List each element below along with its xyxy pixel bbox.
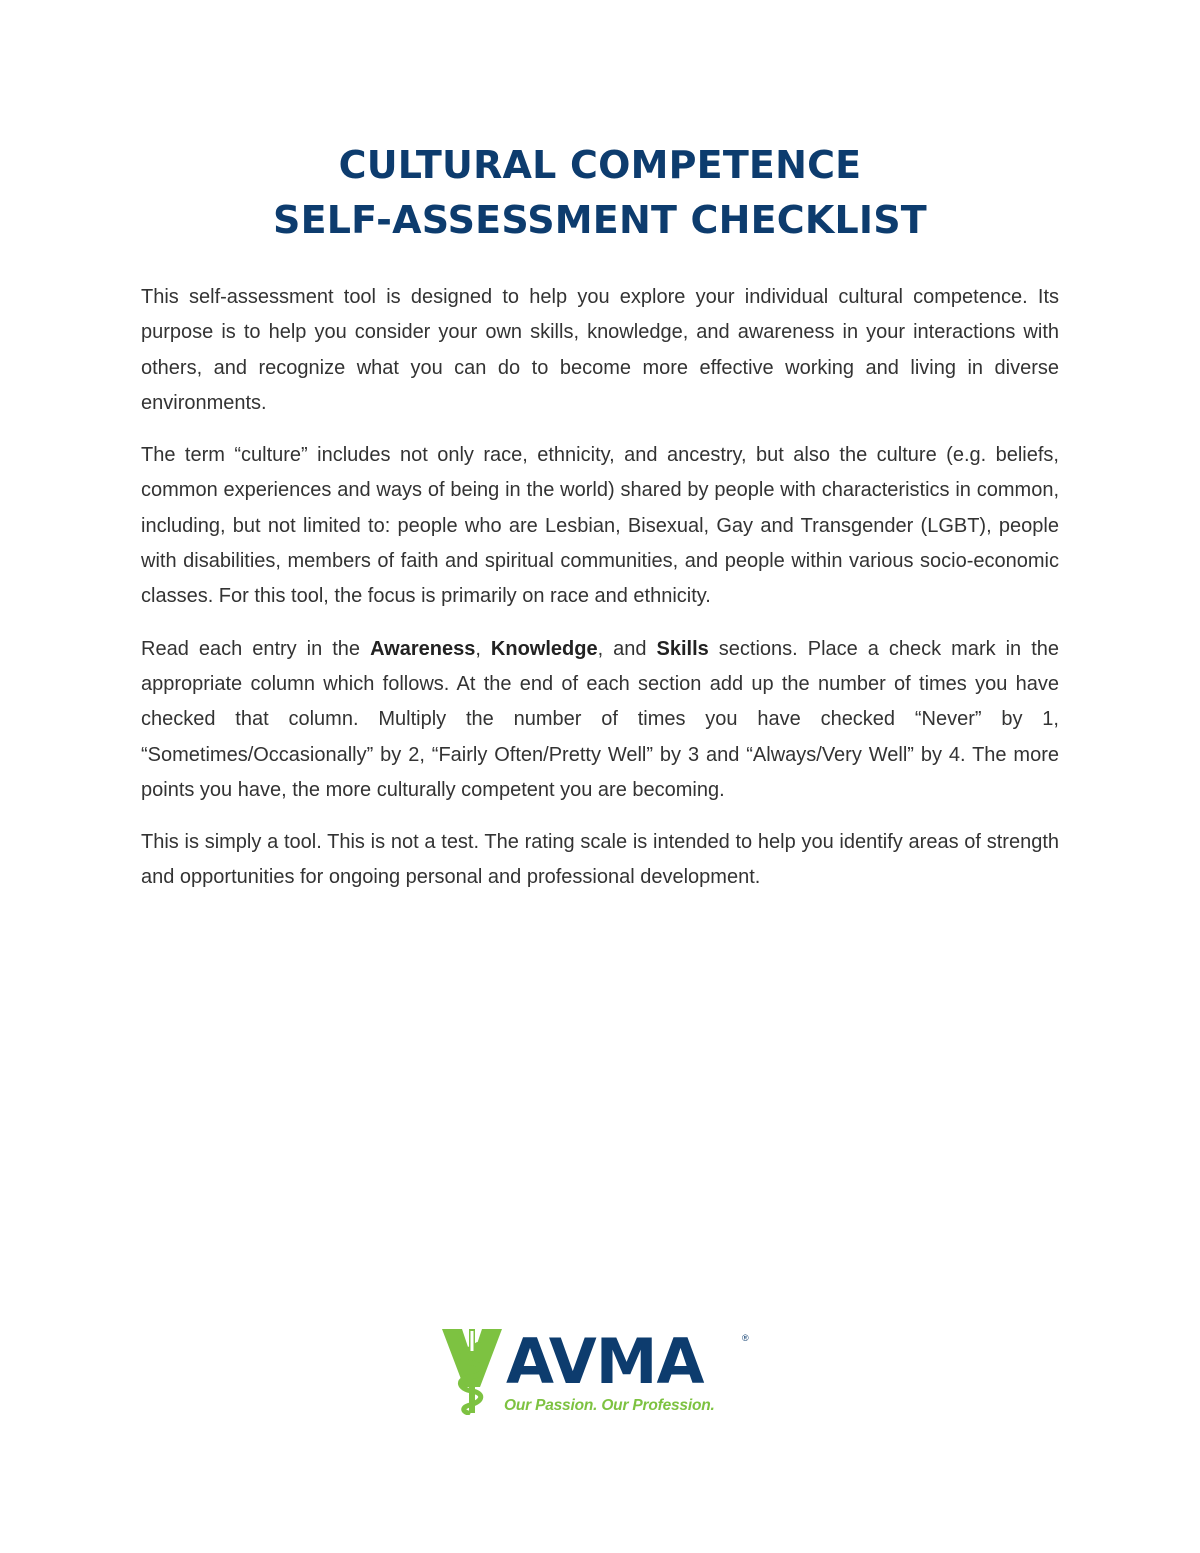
paragraph-instructions	[141, 632, 1059, 808]
paragraph-purpose: This self-assessment tool is designed to help you explore your individual cultural competence. Its purpose is to help you consider your own skills, knowledge, and awareness in your interactions with others, and recognize what you can do to become more effective working and living in diverse environments.	[141, 286, 1059, 414]
knowledge-term: Knowledge	[490, 637, 598, 660]
registered-mark: ®	[742, 1333, 749, 1343]
avma-logo	[440, 1325, 760, 1425]
title-line-1: CULTURAL COMPETENCE	[338, 143, 862, 187]
title-line-2: SELF-ASSESSMENT CHECKLIST	[273, 198, 927, 242]
paragraph-disclaimer: This is simply a tool. This is not a test. The rating scale is intended to help you identify areas of strength and opportunities for ongoing personal and professional development.	[141, 831, 1059, 889]
page-title	[0, 138, 1200, 248]
skills-term: Skills	[656, 637, 709, 660]
instructions-rest: sections. Place a check mark in the appropriate column which follows. At the end of each section add up the number of times you have checked that column. Multiply the number of times you have checked “Never” by 1, “Sometimes/Occasionally” by 2, “Fairly Often/Pretty Well” by 3 and “Always/Very Well” by 4. The more points you have, the more culturally competent you are becoming.	[141, 637, 1059, 801]
intro-body	[141, 280, 1059, 913]
logo-wordmark: AVMA	[506, 1325, 704, 1398]
logo-tagline: Our Passion. Our Profession.	[504, 1397, 715, 1414]
paragraph-culture-definition: The term “culture” includes not only race, ethnicity, and ancestry, but also the culture (e.g. beliefs, common experiences and ways of being in the world) shared by people with characteristics in common, including, but not limited to: people who are Lesbian, Bisexual, Gay and Transgender (LGBT), people with disabilities, members of faith and spiritual communities, and people within various socio-economic classes. For this tool, the focus is primarily on race and ethnicity.	[141, 444, 1059, 608]
instructions-intro: Read each entry in the	[141, 637, 371, 660]
instructions-sep-1: ,	[475, 637, 491, 660]
caduceus-icon	[440, 1325, 504, 1415]
awareness-term: Awareness	[370, 637, 476, 660]
instructions-sep-2: , and	[597, 637, 657, 660]
